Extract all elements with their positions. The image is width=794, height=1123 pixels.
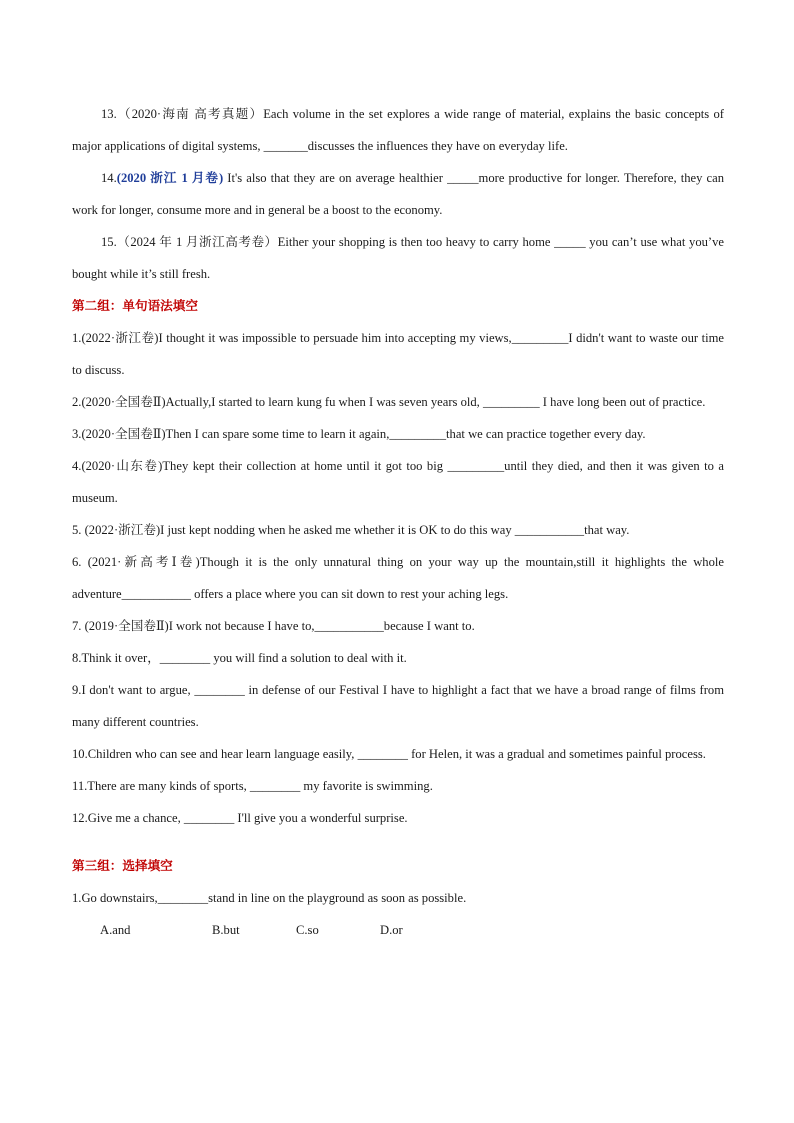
question-14	[72, 162, 724, 226]
s2-question-9: 9.I don't want to argue, ________ in defense of our Festival I have to highlight a fact that we have a broad range of films from many different countries.	[72, 683, 724, 729]
section-3-title: 第三组：选择填空	[72, 858, 173, 873]
section-2-title: 第二组：单句语法填空	[72, 298, 198, 313]
question-14-text: It's also that they are on average healthier _____more productive for longer. Therefore, they can work for longer, consume more and in general be a boost to the economy.	[72, 171, 724, 217]
s2-question-5: 5. (2022·浙江卷)I just kept nodding when he asked me whether it is OK to do this way ___________that way.	[72, 523, 630, 537]
s3-question-1-options	[72, 914, 724, 946]
s2-question-2: 2.(2020·全国卷Ⅱ)Actually,I started to learn kung fu when I was seven years old, _________ I have long been out of practice.	[72, 395, 706, 409]
option-c: C.so	[296, 923, 319, 937]
option-b: B.but	[212, 923, 240, 937]
s2-question-1: 1.(2022·浙江卷)I thought it was impossible to persuade him into accepting my views,_________I didn't want to waste our time to discuss.	[72, 331, 724, 377]
s2-question-11: 11.There are many kinds of sports, ________ my favorite is swimming.	[72, 779, 433, 793]
s2-question-12: 12.Give me a chance, ________ I'll give you a wonderful surprise.	[72, 811, 408, 825]
question-15: 15.（2024 年 1 月浙江高考卷）Either your shopping is then too heavy to carry home _____ you can’t use what you’ve bought while it’s still fresh.	[72, 235, 724, 281]
s3-question-1: 1.Go downstairs,________stand in line on the playground as soon as possible.	[72, 891, 467, 905]
s2-question-3: 3.(2020·全国卷Ⅱ)Then I can spare some time to learn it again,_________that we can practice together every day.	[72, 427, 646, 441]
document-page	[72, 98, 724, 946]
s2-question-7: 7. (2019·全国卷Ⅱ)I work not because I have to,___________because I want to.	[72, 619, 475, 633]
question-14-source: (2020 浙江 1 月卷)	[116, 171, 224, 185]
s2-question-10: 10.Children who can see and hear learn language easily, ________ for Helen, it was a gradual and sometimes painful process.	[72, 747, 706, 761]
s2-question-4: 4.(2020·山东卷)They kept their collection at home until it got too big _________until they died, and then it was given to a museum.	[72, 459, 724, 505]
s2-question-6: 6. (2021·新高考Ⅰ卷)Though it is the only unnatural thing on your way up the mountain,still it highlights the whole adventure___________ offers a place where you can sit down to rest your aching legs.	[72, 555, 724, 601]
option-a: A.and	[100, 923, 131, 937]
question-14-number: 14.	[101, 171, 117, 185]
option-d: D.or	[380, 923, 403, 937]
s2-question-8: 8.Think it over，________ you will find a solution to deal with it.	[72, 651, 407, 665]
question-13: 13.（2020·海南 高考真题）Each volume in the set explores a wide range of material, explains the basic concepts of major applications of digital systems, _______discusses the influences they have on everyday life.	[72, 107, 724, 153]
